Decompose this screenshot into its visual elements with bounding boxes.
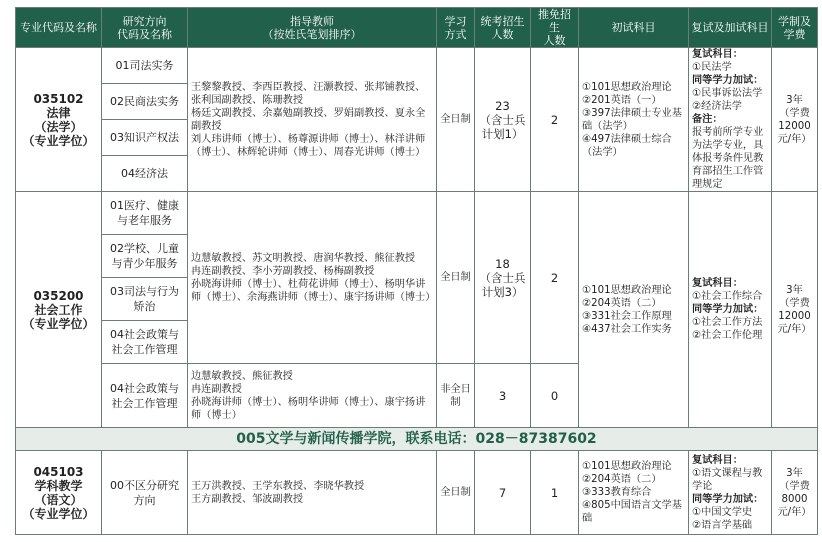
col-header [772,8,818,48]
direction-cell: 02民商法实务 [102,84,188,120]
quota-cell [475,48,531,192]
col-header [102,8,188,48]
col-header-text: 指导教师 （按姓氏笔划排序） [262,14,362,41]
program-type: （专业学位） [22,133,95,148]
exams-text: ①101思想政治理论 ②201英语（一） ③397法律硕士专业基础（法学） ④497法律硕士综合（法学） [582,81,682,158]
exams-cell [579,48,689,192]
program-sub: （法学） [34,119,83,134]
school-row [16,428,818,451]
advisors-text: 王万洪教授、王学东教授、李晓华教授 王方副教授、邹波副教授 [191,480,365,505]
table-row [16,48,818,84]
program-name: 法律 [46,105,71,120]
retest-title: 复试科目： [692,454,743,466]
retest-cell [689,451,772,535]
program-type: （专业学位） [22,316,95,331]
duration-text: 3年 （学费12000元/年） [777,284,812,335]
direction-cell: 03知识产权法 [102,120,188,156]
col-header-text: 学习 方式 [444,14,467,41]
retest-subjects: ①民法学 [692,62,732,73]
program-code-cell [16,48,102,192]
advisors-cell [188,192,437,364]
duration-cell [772,192,818,428]
program-code: 035200 [33,288,84,303]
program-name: 社会工作 [34,302,83,317]
quota-cell [475,192,531,364]
mode-cell: 全日制 [437,451,475,535]
program-code-cell [16,451,102,535]
col-header-text: 推免招生 人数 [538,8,571,47]
duration-text: 3年 （学费8000元/年） [777,467,812,518]
program-code-cell [16,192,102,428]
extra-title: 同等学力加试： [692,304,764,315]
col-header-text: 学制及 学费 [778,14,811,41]
advisors-cell [188,364,437,428]
exempt-cell: 2 [531,48,579,192]
mode-cell: 全日制 [437,48,475,192]
direction-cell: 01司法实务 [102,48,188,84]
col-header [437,8,475,48]
program-type: （专业学位） [22,506,95,521]
school-title: 005文学与新闻传播学院，联系电话：028－87387602 [16,428,818,451]
exams-text: ①101思想政治理论 ②204英语（二） ③331社会工作原理 ④437社会工作实务 [582,284,672,335]
exams-cell [579,192,689,428]
direction-cell: 03司法与行为矫治 [102,278,188,321]
direction-cell: 04经济法 [102,156,188,192]
retest-title: 复试科目： [692,49,743,60]
col-header [531,8,579,48]
note-text: 报考前所学专业为法学专业，具体报考条件见教育部招生工作管理规定 [692,127,764,190]
exams-text: ①101思想政治理论 ②204英语（二） ③333教育综合 ④805中国语言文学基础 [582,461,682,524]
mode-cell: 非全日制 [437,364,475,428]
direction-cell: 02学校、儿童与青少年服务 [102,235,188,278]
extra-title: 同等学力加试： [692,75,764,86]
direction-cell: 00不区分研究方向 [102,451,188,535]
table-row [16,192,818,235]
col-header: 初试科目 [579,8,689,48]
col-header [475,8,531,48]
program-name: 学科教学 [34,478,83,493]
duration-cell [772,48,818,192]
duration-text: 3年 （学费12000元/年） [777,94,812,145]
table-row [16,451,818,535]
program-sub: （语文） [34,492,83,507]
col-header [188,8,437,48]
extra-subjects: ①中国文学史 ②语言学基础 [692,506,753,531]
program-code: 035102 [33,91,84,106]
program-code: 045103 [33,464,84,479]
exams-cell [579,451,689,535]
extra-subjects: ①社会工作方法 ②社会工作伦理 [692,317,763,341]
admissions-table [15,7,818,535]
col-header-text: 研究方向 代码及名称 [117,14,172,41]
retest-subjects: ①语文课程与教学论 [692,467,763,492]
retest-cell [689,48,772,192]
quota-text: 23 （含士兵计划1） [479,98,526,141]
advisors-cell [188,451,437,535]
header-row [16,8,818,48]
col-header: 复试及加试科目 [689,8,772,48]
advisors-text: 王黎黎教授、李西臣教授、汪灏教授、张邦铺教授、张利国副教授、陈珊教授 杨廷文副教授、余嘉勉副教授、罗娟副教授、夏永全副教授 刘人玮讲师（博士）、杨尊源讲师（博士）、林洋讲师（博士）、林辉轮讲师（博士）、周春光讲师（博士） [191,81,426,158]
direction-cell: 01医疗、健康与老年服务 [102,192,188,235]
exempt-cell: 2 [531,192,579,364]
direction-cell: 04社会政策与社会工作管理 [102,321,188,364]
extra-title: 同等学力加试： [692,493,764,505]
extra-subjects: ①民事诉讼法学 ②经济法学 [692,88,763,112]
retest-subjects: ①社会工作综合 [692,291,763,302]
col-header-text: 统考招生 人数 [480,14,525,41]
direction-cell: 04社会政策与社会工作管理 [102,364,188,428]
advisors-text: 边慧敏教授、苏文明教授、唐润华教授、熊征教授 冉连副教授、李小芳副教授、杨梅副教授 孙晓海讲师（博士）、杜荷花讲师（博士）、杨明华讲师（博士）、余海燕讲师（博士）、康宇扬讲师（博士） [191,252,436,303]
quota-cell: 3 [475,364,531,428]
retest-title: 复试科目： [692,278,743,289]
advisors-text: 边慧敏教授、熊征教授 冉连副教授 孙晓海讲师（博士）、杨明华讲师（博士）、康宇扬讲师（博士） [191,370,426,421]
note-title: 备注： [692,114,723,125]
retest-cell [689,192,772,428]
exempt-cell: 0 [531,364,579,428]
duration-cell [772,451,818,535]
advisors-cell [188,48,437,192]
quota-text: 18 （含士兵计划3） [479,256,526,299]
mode-cell: 全日制 [437,192,475,364]
quota-cell: 7 [475,451,531,535]
col-header: 专业代码及名称 [16,8,102,48]
exempt-cell: 1 [531,451,579,535]
